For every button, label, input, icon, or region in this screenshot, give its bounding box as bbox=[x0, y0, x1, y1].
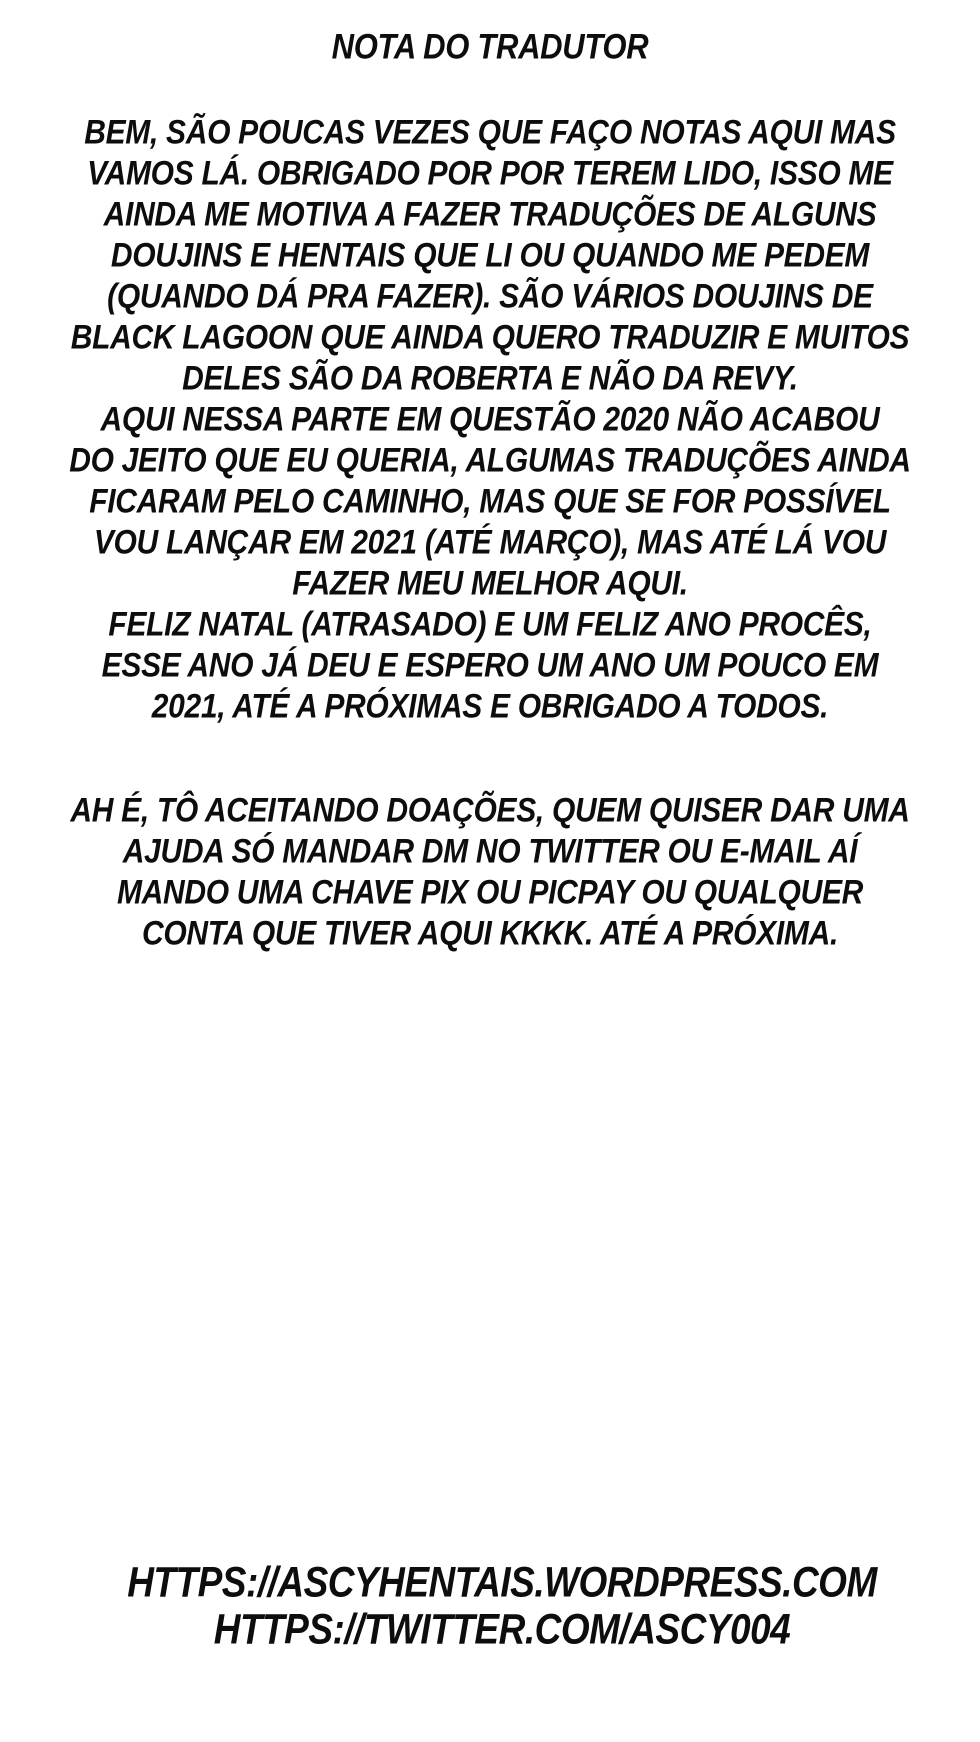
wordpress-url: HTTPS://ASCYHENTAIS.WORDPRESS.COM bbox=[127, 1559, 877, 1606]
note-paragraph-1 bbox=[42, 112, 938, 727]
note-line: (QUANDO DÁ PRA FAZER). SÃO VÁRIOS DOUJINS DE bbox=[107, 277, 873, 316]
note-line: AQUI NESSA PARTE EM QUESTÃO 2020 NÃO ACABOU bbox=[100, 400, 880, 439]
note-line: DO JEITO QUE EU QUERIA, ALGUMAS TRADUÇÕES AINDA bbox=[69, 441, 911, 480]
note-line: 2021, ATÉ A PRÓXIMAS E OBRIGADO A TODOS. bbox=[151, 687, 829, 726]
note-line: VAMOS LÁ. OBRIGADO POR POR TEREM LIDO, ISSO ME bbox=[87, 154, 893, 193]
footer-links bbox=[50, 1559, 954, 1653]
note-line: MANDO UMA CHAVE PIX OU PICPAY OU QUALQUER bbox=[116, 873, 864, 912]
note-line: AJUDA SÓ MANDAR DM NO TWITTER OU E-MAIL AÍ bbox=[122, 832, 858, 871]
note-line: BEM, SÃO POUCAS VEZES QUE FAÇO NOTAS AQUI MAS bbox=[84, 113, 896, 152]
note-line: AINDA ME MOTIVA A FAZER TRADUÇÕES DE ALGUNS bbox=[103, 195, 877, 234]
note-paragraph-2 bbox=[42, 790, 938, 954]
note-line: ESSE ANO JÁ DEU E ESPERO UM ANO UM POUCO EM bbox=[101, 646, 879, 685]
note-body bbox=[42, 112, 938, 954]
note-line: FAZER MEU MELHOR AQUI. bbox=[292, 564, 688, 603]
note-line: FICARAM PELO CAMINHO, MAS QUE SE FOR POSSÍVEL bbox=[89, 482, 891, 521]
note-line: FELIZ NATAL (ATRASADO) E UM FELIZ ANO PROCÊS, bbox=[108, 605, 872, 644]
note-line: DELES SÃO DA ROBERTA E NÃO DA REVY. bbox=[182, 359, 798, 398]
note-line: VOU LANÇAR EM 2021 (ATÉ MARÇO), MAS ATÉ LÁ VOU bbox=[93, 523, 887, 562]
note-line: DOUJINS E HENTAIS QUE LI OU QUANDO ME PEDEM bbox=[110, 236, 870, 275]
twitter-url: HTTPS://TWITTER.COM/ASCY004 bbox=[213, 1606, 791, 1653]
page-title: NOTA DO TRADUTOR bbox=[331, 26, 649, 67]
note-line: AH É, TÔ ACEITANDO DOAÇÕES, QUEM QUISER DAR UMA bbox=[70, 791, 910, 830]
note-line: CONTA QUE TIVER AQUI KKKK. ATÉ A PRÓXIMA. bbox=[141, 914, 839, 953]
note-line: BLACK LAGOON QUE AINDA QUERO TRADUZIR E MUITOS bbox=[70, 318, 910, 357]
